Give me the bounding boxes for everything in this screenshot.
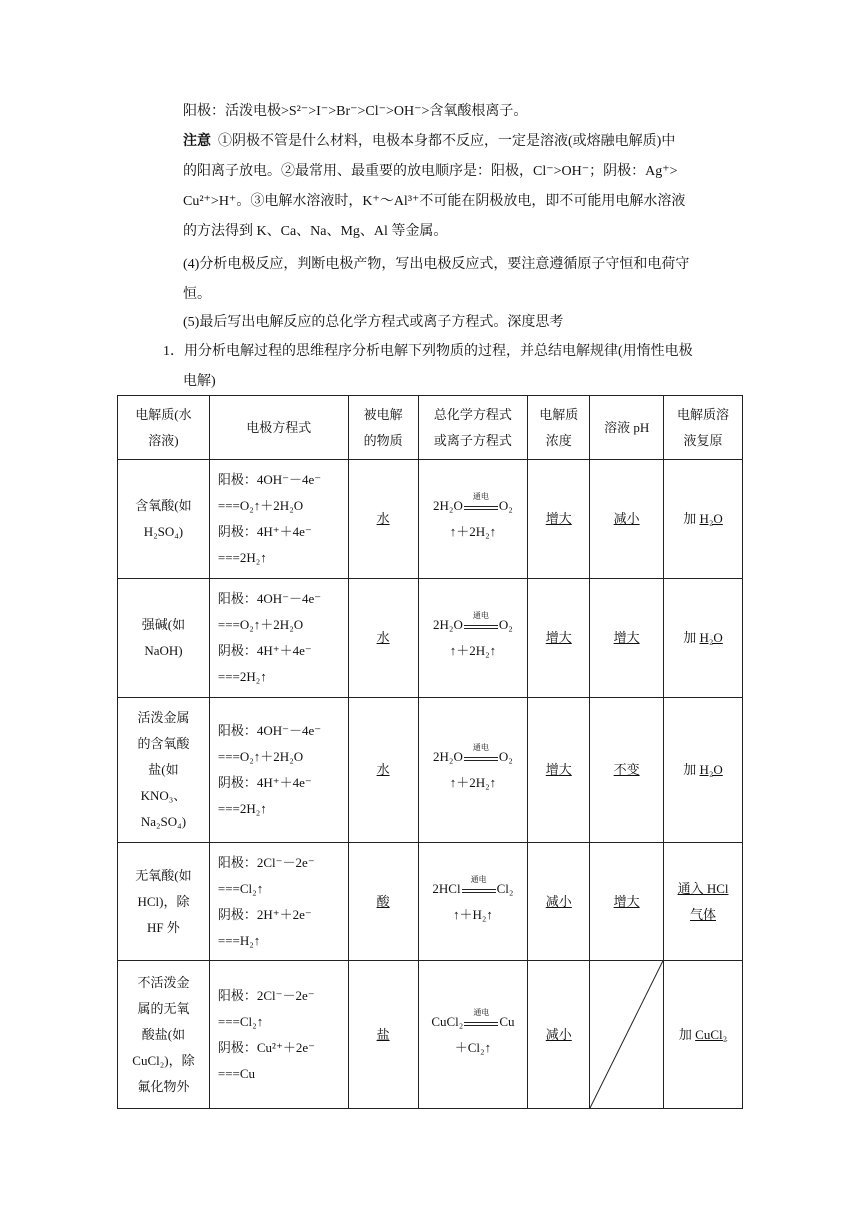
anode-order-text: 阳极：活泼电极>S²⁻>I⁻>Br⁻>Cl⁻>OH⁻>含氧酸根离子。 (183, 104, 528, 119)
row-electrode-equation: 阳极：2Cl⁻－2e⁻ ===Cl₂↑ 阴极：2H⁺＋2e⁻ ===H₂↑ (209, 843, 348, 961)
row-electrode-equation: 阳极：4OH⁻－4e⁻ ===O₂↑＋2H₂O 阴极：4H⁺＋4e⁻ ===2H₂↑ (209, 460, 348, 579)
step4-line-1: (4)分析电极反应，判断电极产物，写出电极反应式，要注意遵循原子守恒和电荷守 (183, 257, 690, 272)
row-substance: 水 (348, 698, 418, 843)
anode-order-paragraph (183, 97, 743, 127)
note-line-3: Cu²⁺>H⁺。③电解水溶液时，K⁺～Al³⁺不可能在阴极放电，即不可能用电解水溶液 (183, 194, 686, 209)
row-electrolyte: 强碱(如 NaOH) (118, 579, 210, 698)
row-concentration: 增大 (528, 579, 590, 698)
step5-text: (5)最后写出电解反应的总化学方程式或离子方程式。深度思考 (183, 315, 564, 330)
row-total-equation: 2H₂O 通电 O₂ ↑＋2H₂↑ (418, 579, 528, 698)
row-total-equation: 2HCl 通电 Cl₂ ↑＋H₂↑ (418, 843, 528, 961)
row-restore: 通入 HCl 气体 (664, 843, 743, 961)
row-electrode-equation: 阳极：4OH⁻－4e⁻ ===O₂↑＋2H₂O 阴极：4H⁺＋4e⁻ ===2H₂↑ (209, 579, 348, 698)
step4-line-2: 恒。 (183, 287, 211, 302)
row-ph: 增大 (590, 579, 664, 698)
row-restore: 加 CuCl₂ (664, 961, 743, 1109)
row-electrolyte: 不活泼金 属的无氧 酸盐(如 CuCl₂)，除 氟化物外 (118, 961, 210, 1109)
row-concentration: 减小 (528, 961, 590, 1109)
note-line-2: 的阳离子放电。②最常用、最重要的放电顺序是：阳极，Cl⁻>OH⁻；阴极：Ag⁺> (183, 164, 678, 179)
row-substance: 酸 (348, 843, 418, 961)
header-electrolyte: 电解质(水 溶液) (118, 396, 210, 460)
row-substance: 盐 (348, 961, 418, 1109)
row-concentration: 减小 (528, 843, 590, 961)
row-restore: 加 H₂O (664, 460, 743, 579)
row-restore: 加 H₂O (664, 698, 743, 843)
question-1-line-2: 电解) (183, 374, 216, 389)
header-restore: 电解质溶 液复原 (664, 396, 743, 460)
note-line-1-text: ①阴极不管是什么材料，电极本身都不反应，一定是溶液(或熔融电解质)中 (218, 134, 676, 149)
header-substance: 被电解 的物质 (348, 396, 418, 460)
row-electrode-equation: 阳极：4OH⁻－4e⁻ ===O₂↑＋2H₂O 阴极：4H⁺＋4e⁻ ===2H₂↑ (209, 698, 348, 843)
electrolysis-table (117, 395, 743, 1109)
row-electrolyte: 无氧酸(如 HCl)，除 HF 外 (118, 843, 210, 961)
question-1 (163, 337, 723, 397)
header-electrode-equation: 电极方程式 (209, 396, 348, 460)
table-row (118, 961, 743, 1109)
electrolysis-condition-arrow: 通电 (464, 1017, 498, 1029)
row-substance: 水 (348, 460, 418, 579)
row-electrode-equation: 阳极：2Cl⁻－2e⁻ ===Cl₂↑ 阴极：Cu²⁺＋2e⁻ ===Cu (209, 961, 348, 1109)
row-ph: 不变 (590, 698, 664, 843)
table-row (118, 579, 743, 698)
electrolysis-condition-arrow: 通电 (462, 884, 496, 896)
row-total-equation: CuCl₂ 通电 Cu ＋Cl₂↑ (418, 961, 528, 1109)
table-header-row (118, 396, 743, 460)
header-ph: 溶液 pH (590, 396, 664, 460)
note-paragraph (183, 127, 743, 247)
row-total-equation: 2H₂O 通电 O₂ ↑＋2H₂↑ (418, 698, 528, 843)
note-line-4: 的方法得到 K、Ca、Na、Mg、Al 等金属。 (183, 224, 448, 239)
note-line-1 (183, 127, 743, 157)
step4-paragraph (183, 250, 743, 310)
row-ph-blank-diagonal (590, 961, 664, 1109)
row-restore: 加 H₂O (664, 579, 743, 698)
question-1-line-1: 1．用分析电解过程的思维程序分析电解下列物质的过程，并总结电解规律(用惰性电极 (163, 344, 693, 359)
table-row (118, 843, 743, 961)
electrolysis-condition-arrow: 通电 (464, 752, 498, 764)
row-substance: 水 (348, 579, 418, 698)
row-ph: 减小 (590, 460, 664, 579)
table-row (118, 698, 743, 843)
row-concentration: 增大 (528, 460, 590, 579)
note-label: 注意 (183, 134, 211, 149)
row-ph: 增大 (590, 843, 664, 961)
row-concentration: 增大 (528, 698, 590, 843)
step5-paragraph (183, 308, 743, 338)
table-row (118, 460, 743, 579)
electrolysis-condition-arrow: 通电 (464, 620, 498, 632)
row-total-equation: 2H₂O 通电 O₂ ↑＋2H₂↑ (418, 460, 528, 579)
electrolysis-condition-arrow: 通电 (464, 501, 498, 513)
row-electrolyte: 含氧酸(如 H₂SO₄) (118, 460, 210, 579)
row-electrolyte: 活泼金属 的含氧酸 盐(如 KNO₃、 Na₂SO₄) (118, 698, 210, 843)
header-total-equation: 总化学方程式 或离子方程式 (418, 396, 528, 460)
header-concentration: 电解质 浓度 (528, 396, 590, 460)
